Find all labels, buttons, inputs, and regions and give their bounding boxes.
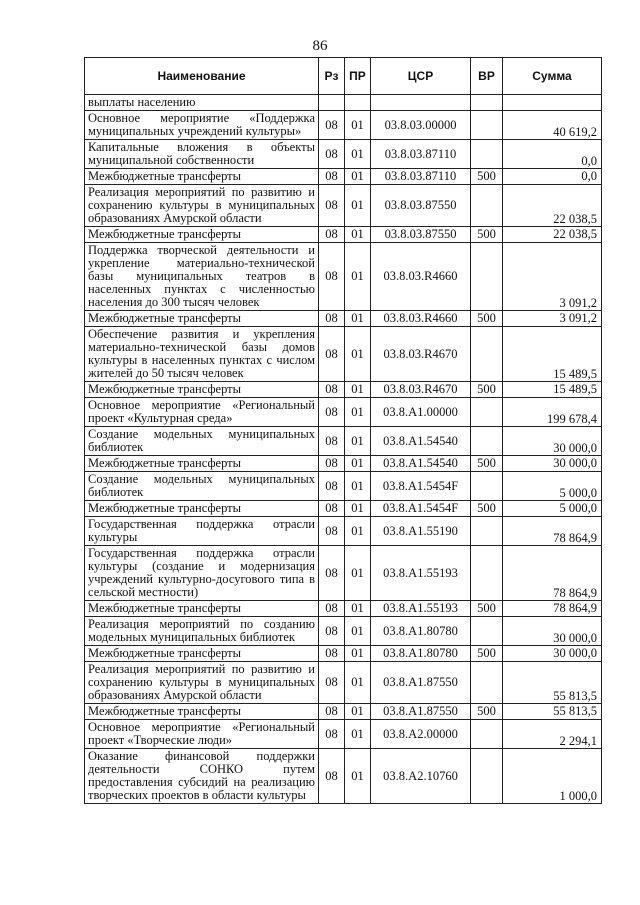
row-pr: 01 bbox=[345, 456, 371, 472]
row-rz: 08 bbox=[319, 704, 345, 720]
row-sum: 55 813,5 bbox=[503, 662, 602, 704]
row-vr: 500 bbox=[471, 311, 503, 327]
table-header-row bbox=[85, 58, 602, 95]
row-sum: 5 000,0 bbox=[503, 472, 602, 501]
row-name: Межбюджетные трансферты bbox=[85, 501, 319, 517]
row-rz: 08 bbox=[319, 456, 345, 472]
row-vr bbox=[471, 140, 503, 169]
row-csr: 03.8.A1.80780 bbox=[371, 617, 471, 646]
row-vr bbox=[471, 546, 503, 601]
row-pr: 01 bbox=[345, 185, 371, 227]
table-row bbox=[85, 646, 602, 662]
row-vr: 500 bbox=[471, 601, 503, 617]
row-name: Поддержка творческой деятельности и укрепление материально-технической базы муниципальных театров в населенных пунктах с численностью населения до 300 тысяч человек bbox=[85, 243, 319, 311]
row-vr bbox=[471, 662, 503, 704]
row-pr: 01 bbox=[345, 662, 371, 704]
row-csr: 03.8.A2.00000 bbox=[371, 720, 471, 749]
row-csr: 03.8.A1.80780 bbox=[371, 646, 471, 662]
row-sum: 199 678,4 bbox=[503, 398, 602, 427]
row-rz: 08 bbox=[319, 227, 345, 243]
row-name: Межбюджетные трансферты bbox=[85, 311, 319, 327]
row-pr: 01 bbox=[345, 227, 371, 243]
row-csr: 03.8.A1.55193 bbox=[371, 601, 471, 617]
row-sum: 0,0 bbox=[503, 140, 602, 169]
page-number: 86 bbox=[312, 38, 328, 54]
row-rz: 08 bbox=[319, 646, 345, 662]
row-pr: 01 bbox=[345, 704, 371, 720]
table-row bbox=[85, 501, 602, 517]
row-vr: 500 bbox=[471, 227, 503, 243]
row-csr: 03.8.03.00000 bbox=[371, 111, 471, 140]
row-sum: 1 000,0 bbox=[503, 749, 602, 804]
row-csr: 03.8.A1.54540 bbox=[371, 427, 471, 456]
row-sum: 2 294,1 bbox=[503, 720, 602, 749]
row-vr: 500 bbox=[471, 456, 503, 472]
row-vr bbox=[471, 185, 503, 227]
header-pr: ПР bbox=[345, 58, 371, 95]
row-csr: 03.8.A1.00000 bbox=[371, 398, 471, 427]
row-csr: 03.8.03.87550 bbox=[371, 185, 471, 227]
row-csr: 03.8.A1.55193 bbox=[371, 546, 471, 601]
row-name: Государственная поддержка отрасли культуры (создание и модернизация учреждений культурно-досугового типа в сельской местности) bbox=[85, 546, 319, 601]
row-name: Реализация мероприятий по развитию и сохранению культуры в муниципальных образованиях Амурской области bbox=[85, 662, 319, 704]
row-pr: 01 bbox=[345, 169, 371, 185]
row-name: Обеспечение развития и укрепления материально-технической базы домов культуры в населенных пунктах с числом жителей до 50 тысяч человек bbox=[85, 327, 319, 382]
row-vr bbox=[471, 327, 503, 382]
row-csr: 03.8.03.87110 bbox=[371, 169, 471, 185]
row-name: Реализация мероприятий по развитию и сохранению культуры в муниципальных образованиях Амурской области bbox=[85, 185, 319, 227]
row-sum: 78 864,9 bbox=[503, 546, 602, 601]
table-row bbox=[85, 662, 602, 704]
row-rz: 08 bbox=[319, 662, 345, 704]
header-vr: ВР bbox=[471, 58, 503, 95]
row-sum: 15 489,5 bbox=[503, 327, 602, 382]
row-rz: 08 bbox=[319, 311, 345, 327]
row-vr bbox=[471, 517, 503, 546]
row-rz: 08 bbox=[319, 501, 345, 517]
row-csr: 03.8.03.87110 bbox=[371, 140, 471, 169]
row-sum: 78 864,9 bbox=[503, 517, 602, 546]
row-pr: 01 bbox=[345, 546, 371, 601]
row-name: Межбюджетные трансферты bbox=[85, 169, 319, 185]
row-sum: 30 000,0 bbox=[503, 646, 602, 662]
table-row bbox=[85, 546, 602, 601]
row-pr: 01 bbox=[345, 749, 371, 804]
row-name: Межбюджетные трансферты bbox=[85, 227, 319, 243]
row-pr: 01 bbox=[345, 311, 371, 327]
table-row bbox=[85, 243, 602, 311]
continuation-text: выплаты населению bbox=[85, 95, 319, 111]
row-csr: 03.8.A2.10760 bbox=[371, 749, 471, 804]
row-rz: 08 bbox=[319, 601, 345, 617]
row-rz: 08 bbox=[319, 140, 345, 169]
row-rz: 08 bbox=[319, 546, 345, 601]
row-vr bbox=[471, 472, 503, 501]
row-vr bbox=[471, 720, 503, 749]
row-csr: 03.8.03.87550 bbox=[371, 227, 471, 243]
row-csr: 03.8.A1.54540 bbox=[371, 456, 471, 472]
row-pr: 01 bbox=[345, 327, 371, 382]
row-pr: 01 bbox=[345, 501, 371, 517]
row-vr: 500 bbox=[471, 382, 503, 398]
row-name: Реализация мероприятий по созданию модельных муниципальных библиотек bbox=[85, 617, 319, 646]
row-rz: 08 bbox=[319, 398, 345, 427]
row-csr: 03.8.A1.87550 bbox=[371, 704, 471, 720]
row-name: Основное мероприятие «Региональный проект «Творческие люди» bbox=[85, 720, 319, 749]
row-sum: 30 000,0 bbox=[503, 456, 602, 472]
row-rz: 08 bbox=[319, 243, 345, 311]
row-sum: 3 091,2 bbox=[503, 311, 602, 327]
row-vr: 500 bbox=[471, 646, 503, 662]
row-name: Капитальные вложения в объекты муниципальной собственности bbox=[85, 140, 319, 169]
row-rz: 08 bbox=[319, 169, 345, 185]
row-rz: 08 bbox=[319, 749, 345, 804]
row-name: Оказание финансовой поддержки деятельности СОНКО путем предоставления субсидий на реализацию творческих проектов в области культуры bbox=[85, 749, 319, 804]
header-csr: ЦСР bbox=[371, 58, 471, 95]
row-sum: 55 813,5 bbox=[503, 704, 602, 720]
row-vr bbox=[471, 398, 503, 427]
header-sum: Сумма bbox=[503, 58, 602, 95]
row-pr: 01 bbox=[345, 720, 371, 749]
row-sum: 78 864,9 bbox=[503, 601, 602, 617]
table-row bbox=[85, 704, 602, 720]
row-sum: 30 000,0 bbox=[503, 427, 602, 456]
row-pr: 01 bbox=[345, 617, 371, 646]
row-sum: 30 000,0 bbox=[503, 617, 602, 646]
row-sum: 3 091,2 bbox=[503, 243, 602, 311]
row-csr: 03.8.03.R4670 bbox=[371, 382, 471, 398]
row-csr: 03.8.03.R4660 bbox=[371, 311, 471, 327]
row-pr: 01 bbox=[345, 601, 371, 617]
row-csr: 03.8.03.R4660 bbox=[371, 243, 471, 311]
table-row bbox=[85, 382, 602, 398]
row-pr: 01 bbox=[345, 243, 371, 311]
row-sum: 5 000,0 bbox=[503, 501, 602, 517]
table-row bbox=[85, 601, 602, 617]
row-csr: 03.8.A1.87550 bbox=[371, 662, 471, 704]
row-csr: 03.8.A1.55190 bbox=[371, 517, 471, 546]
row-pr: 01 bbox=[345, 517, 371, 546]
row-name: Межбюджетные трансферты bbox=[85, 382, 319, 398]
row-vr bbox=[471, 749, 503, 804]
table-row bbox=[85, 720, 602, 749]
row-pr: 01 bbox=[345, 398, 371, 427]
row-pr: 01 bbox=[345, 111, 371, 140]
row-vr bbox=[471, 111, 503, 140]
header-name: Наименование bbox=[85, 58, 319, 95]
row-pr: 01 bbox=[345, 427, 371, 456]
row-rz: 08 bbox=[319, 327, 345, 382]
table-row bbox=[85, 311, 602, 327]
row-vr bbox=[471, 427, 503, 456]
budget-table bbox=[84, 57, 602, 804]
header-rz: Рз bbox=[319, 58, 345, 95]
row-pr: 01 bbox=[345, 382, 371, 398]
table-row bbox=[85, 398, 602, 427]
table-row bbox=[85, 169, 602, 185]
row-rz: 08 bbox=[319, 720, 345, 749]
row-name: Межбюджетные трансферты bbox=[85, 646, 319, 662]
table-row bbox=[85, 456, 602, 472]
row-name: Основное мероприятие «Поддержка муниципальных учреждений культуры» bbox=[85, 111, 319, 140]
row-sum: 15 489,5 bbox=[503, 382, 602, 398]
row-sum: 22 038,5 bbox=[503, 185, 602, 227]
row-rz: 08 bbox=[319, 617, 345, 646]
row-pr: 01 bbox=[345, 646, 371, 662]
row-sum: 40 619,2 bbox=[503, 111, 602, 140]
row-rz: 08 bbox=[319, 185, 345, 227]
row-name: Межбюджетные трансферты bbox=[85, 704, 319, 720]
row-csr: 03.8.A1.5454F bbox=[371, 472, 471, 501]
row-rz: 08 bbox=[319, 472, 345, 501]
table-row bbox=[85, 185, 602, 227]
table-row bbox=[85, 517, 602, 546]
row-vr bbox=[471, 617, 503, 646]
table-row bbox=[85, 427, 602, 456]
continuation-row bbox=[85, 95, 602, 111]
row-name: Межбюджетные трансферты bbox=[85, 601, 319, 617]
row-pr: 01 bbox=[345, 140, 371, 169]
table-row bbox=[85, 749, 602, 804]
row-vr: 500 bbox=[471, 169, 503, 185]
table-row bbox=[85, 472, 602, 501]
row-name: Создание модельных муниципальных библиотек bbox=[85, 427, 319, 456]
row-rz: 08 bbox=[319, 427, 345, 456]
row-vr: 500 bbox=[471, 501, 503, 517]
table-row bbox=[85, 617, 602, 646]
row-csr: 03.8.03.R4670 bbox=[371, 327, 471, 382]
table-row bbox=[85, 111, 602, 140]
row-rz: 08 bbox=[319, 517, 345, 546]
row-name: Государственная поддержка отрасли культуры bbox=[85, 517, 319, 546]
row-pr: 01 bbox=[345, 472, 371, 501]
row-rz: 08 bbox=[319, 382, 345, 398]
row-rz: 08 bbox=[319, 111, 345, 140]
row-name: Основное мероприятие «Региональный проект «Культурная среда» bbox=[85, 398, 319, 427]
table-row bbox=[85, 327, 602, 382]
row-sum: 0,0 bbox=[503, 169, 602, 185]
row-vr: 500 bbox=[471, 704, 503, 720]
table-row bbox=[85, 227, 602, 243]
table-row bbox=[85, 140, 602, 169]
row-csr: 03.8.A1.5454F bbox=[371, 501, 471, 517]
row-sum: 22 038,5 bbox=[503, 227, 602, 243]
row-name: Создание модельных муниципальных библиотек bbox=[85, 472, 319, 501]
row-name: Межбюджетные трансферты bbox=[85, 456, 319, 472]
row-vr bbox=[471, 243, 503, 311]
